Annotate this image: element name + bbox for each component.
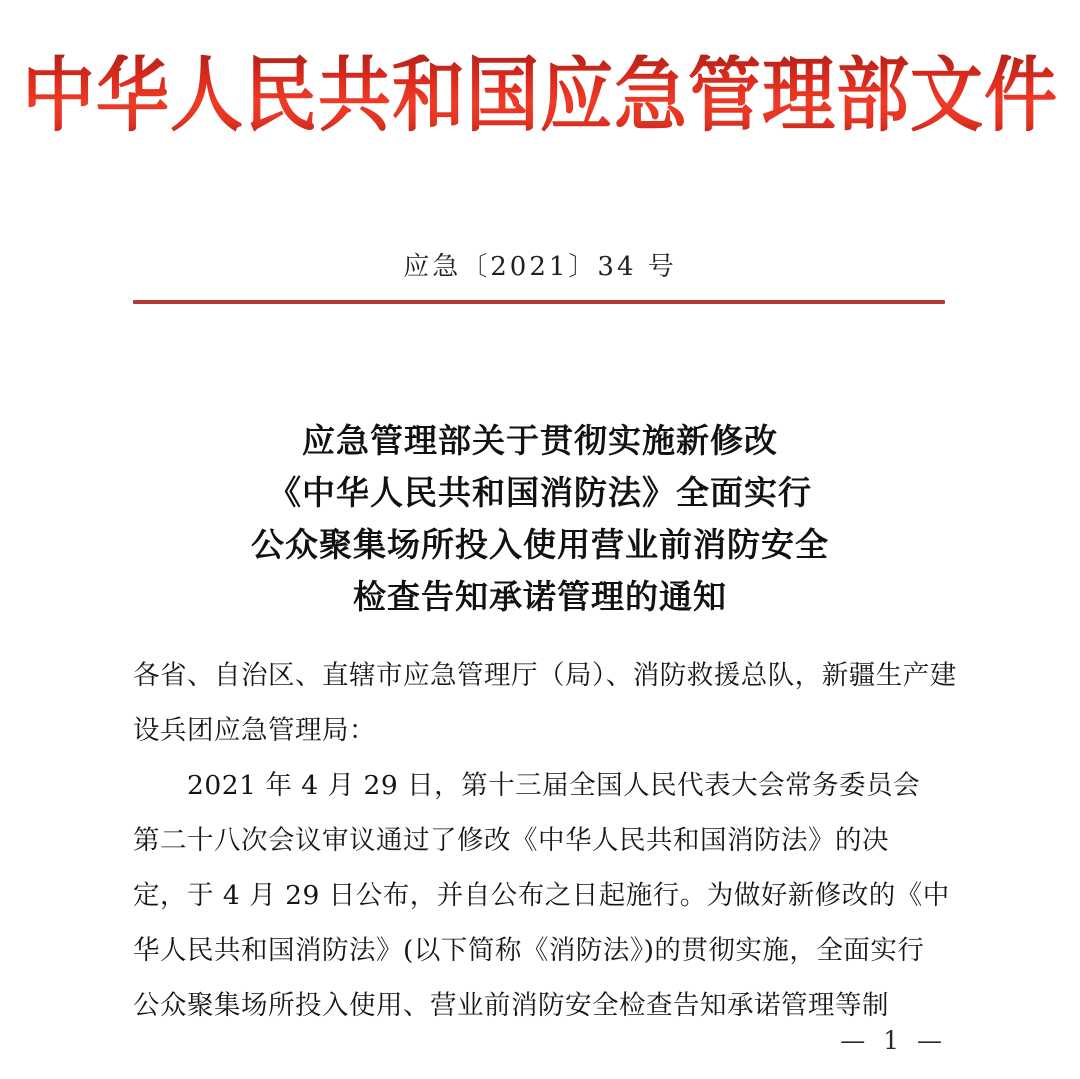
document-number-row [0, 246, 1080, 283]
masthead [0, 30, 1080, 160]
red-divider-rule [133, 300, 945, 304]
document-title [90, 415, 990, 623]
title-line-3: 公众聚集场所投入使用营业前消防安全 [251, 525, 829, 564]
masthead-title: 中华人民共和国应急管理部文件 [22, 46, 1058, 143]
title-line-2: 《中华人民共和国消防法》全面实行 [268, 473, 812, 512]
recipient-line-2: 设兵团应急管理局： [133, 715, 376, 746]
document-number: 应急〔2021〕34 号 [403, 252, 677, 282]
document-body [133, 648, 957, 1033]
body-line-2: 第二十八次会议审议通过了修改《中华人民共和国消防法》的决 [133, 825, 889, 856]
body-line-1: 2021 年 4 月 29 日，第十三届全国人民代表大会常务委员会 [187, 770, 921, 801]
body-line-4: 华人民共和国消防法》(以下简称《消防法》)的贯彻实施，全面实行 [133, 935, 925, 966]
body-line-5: 公众聚集场所投入使用、营业前消防安全检查告知承诺管理等制 [133, 990, 889, 1021]
title-line-4: 检查告知承诺管理的通知 [353, 577, 727, 616]
page-number-footer: — 1 — [840, 1026, 947, 1055]
title-line-1: 应急管理部关于贯彻实施新修改 [302, 421, 778, 460]
body-line-3: 定，于 4 月 29 日公布，并自公布之日起施行。为做好新修改的《中 [133, 880, 950, 911]
recipient-line-1: 各省、自治区、直辖市应急管理厅（局）、消防救援总队，新疆生产建 [133, 660, 957, 691]
